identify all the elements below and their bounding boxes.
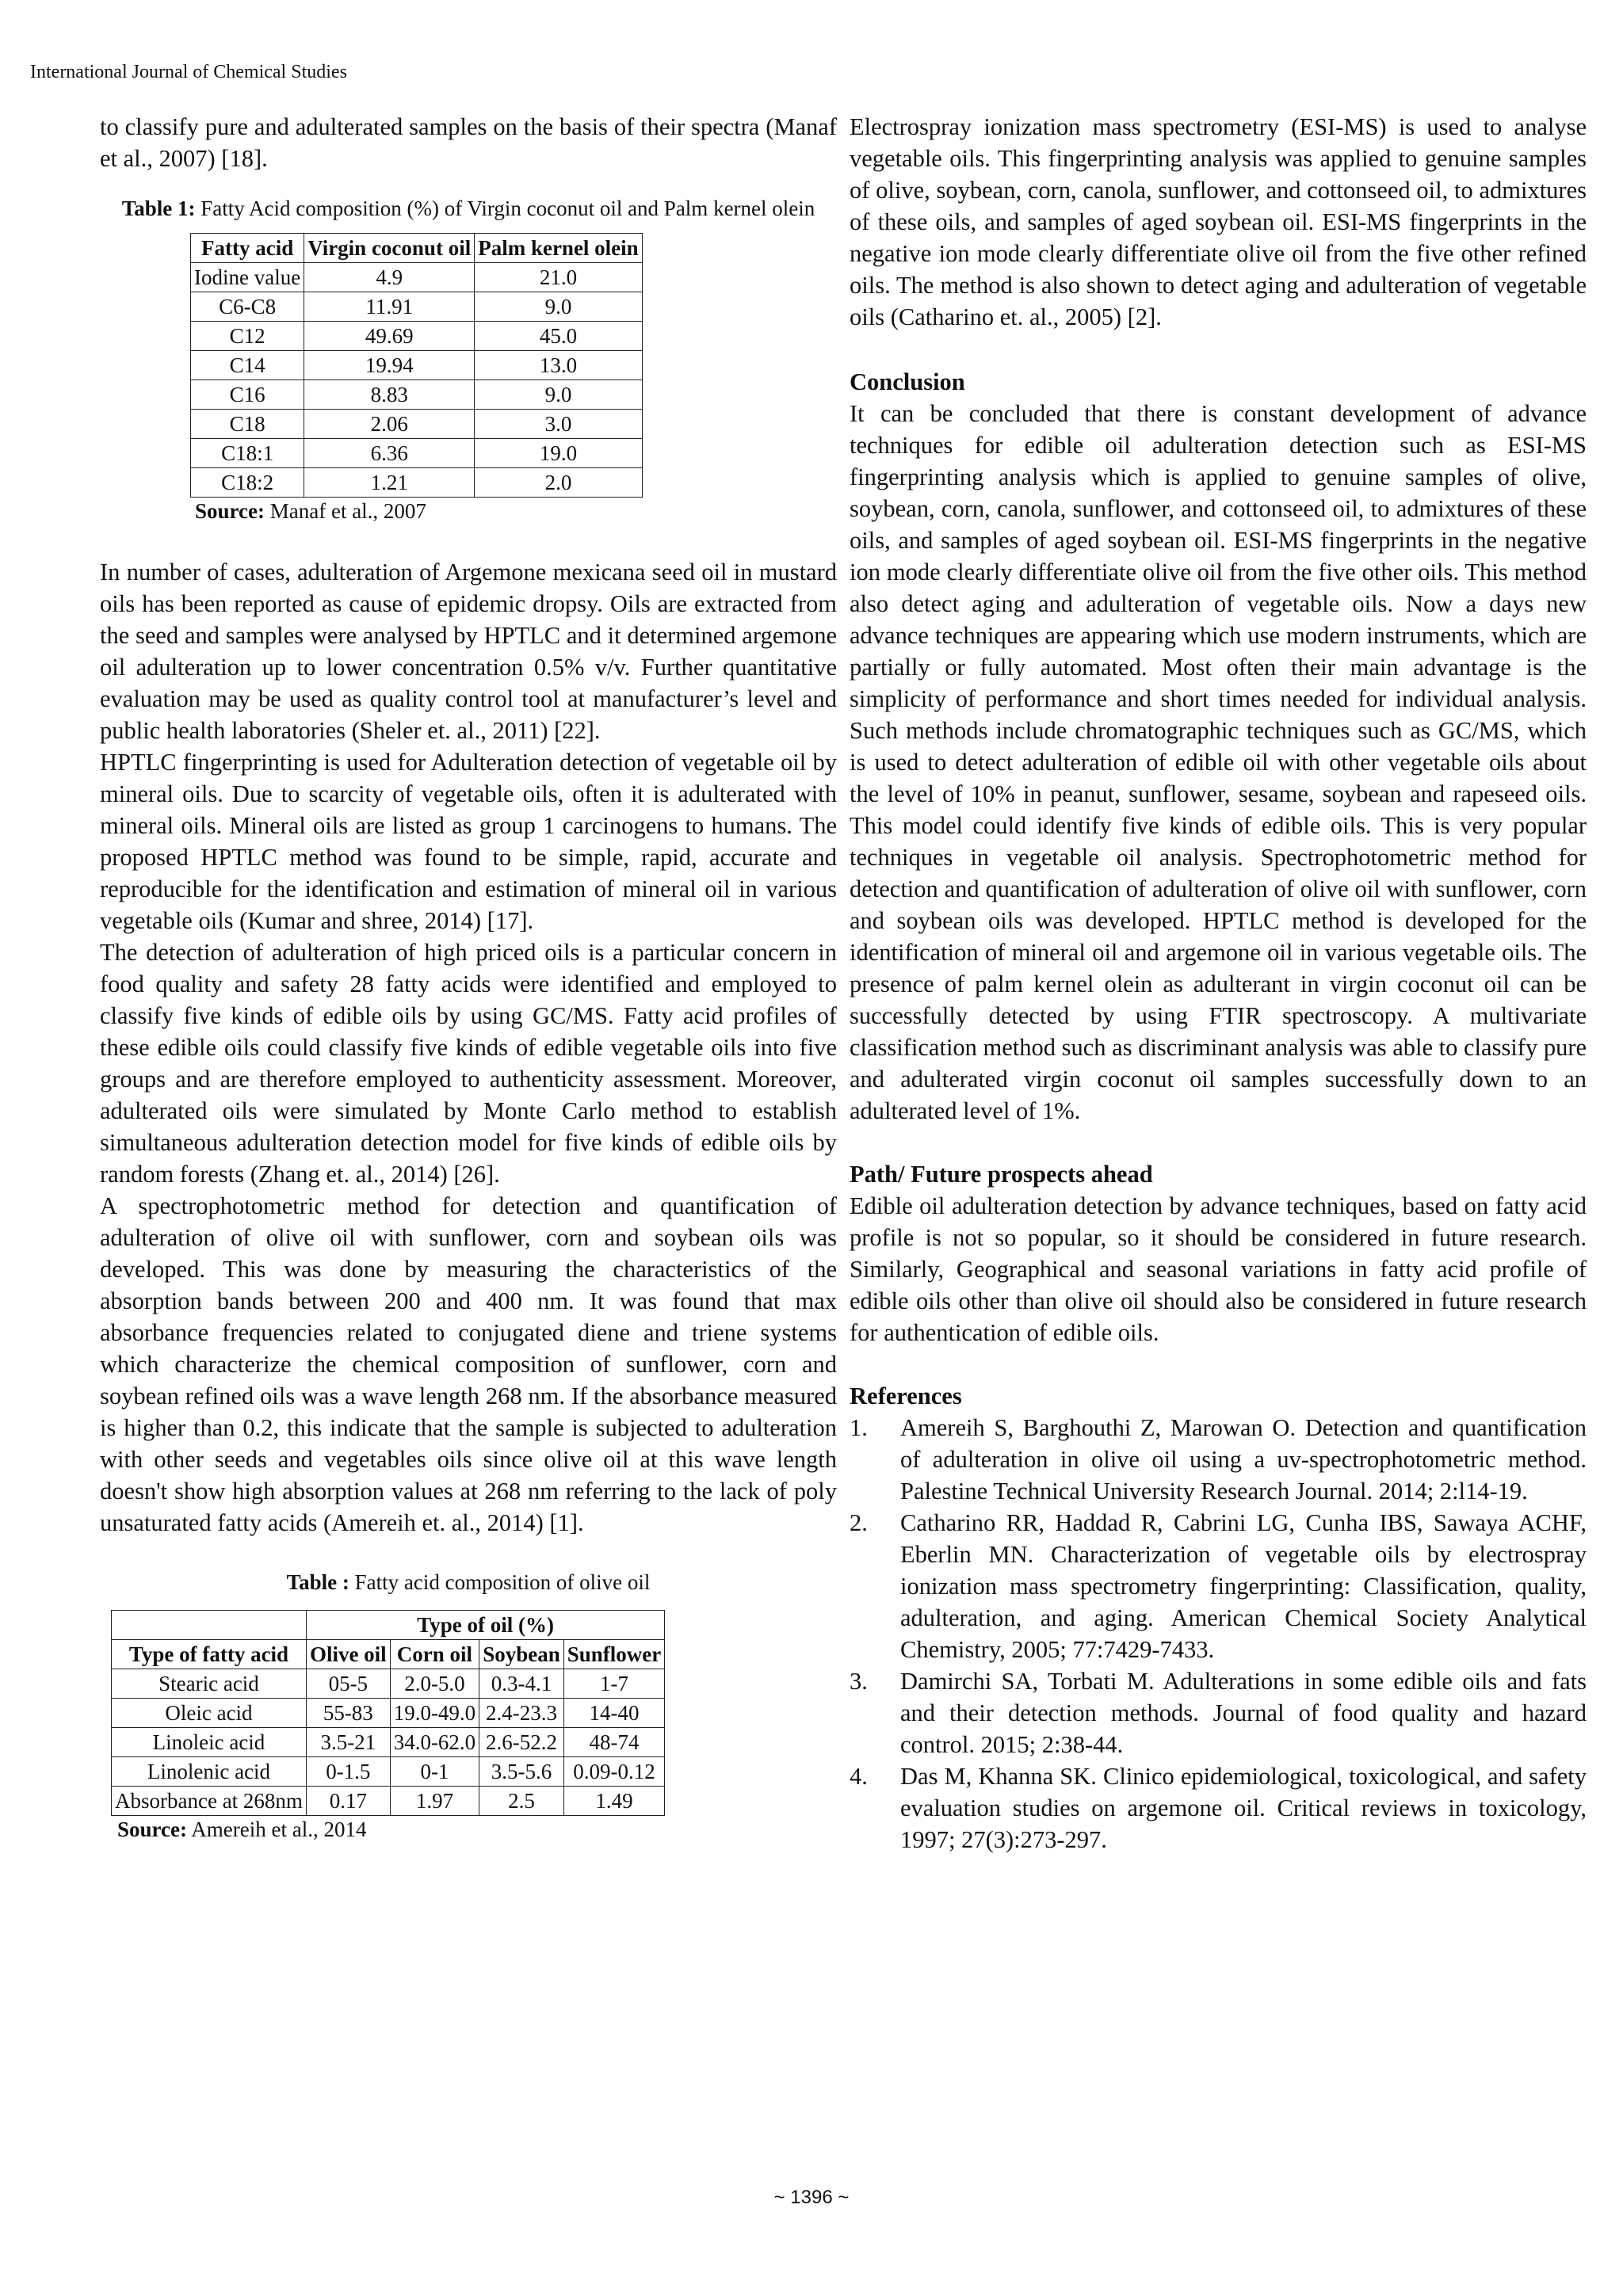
table1-cell: 49.69 [304, 322, 475, 351]
table2-cell: 05-5 [306, 1669, 390, 1699]
table2-cell: 0.09-0.12 [563, 1757, 665, 1787]
table1-header-cell: Virgin coconut oil [304, 234, 475, 263]
table1-cell: C18 [191, 410, 304, 439]
table2-source [117, 1816, 837, 1843]
table1-row [191, 468, 643, 498]
table2-header-cell: Soybean [479, 1640, 564, 1669]
paragraph-conclusion: It can be concluded that there is constant development of advance techniques for edible oil adulteration detection such as ESI-MS fingerprinting analysis which is applied to genuine samples of olive, soybean, corn, canola, sunflower, and cottonseed oil, to admixtures of these oils, and samples of aged soybean oil. ESI-MS fingerprints in the negative ion mode clearly differentiate olive oil from the five other oils. This method also detect aging and adulteration of vegetable oils. Now a days new advance techniques are appearing which use modern instruments, which are partially or fully automated. Most often their main advantage is the simplicity of performance and short times needed for individual analysis. Such methods include chromatographic techniques such as GC/MS, which is used to detect adulteration of edible oil with other vegetable oils about the level of 10% in peanut, sunflower, sesame, soybean and rapeseed oils. This model could identify five kinds of edible oils. This is very popular techniques in vegetable oil analysis. Spectrophotometric method for detection and quantification of adulteration of olive oil with sunflower, corn and soybean oils was developed. HPTLC method is developed for the identification of mineral oil and argemone oil in various vegetable oils. The presence of palm kernel olein as adulterant in virgin coconut oil can be successfully detected by using FTIR spectroscopy. A multivariate classification method such as discriminant analysis was able to classify pure and adulterated virgin coconut oil samples successfully down to an adulterated level of 1%. [850, 400, 1587, 1124]
left-column [100, 111, 837, 1843]
table1-row [191, 322, 643, 351]
table2-cell: 1.49 [563, 1787, 665, 1816]
table2-cell: Absorbance at 268nm [112, 1787, 307, 1816]
table1-cell: 11.91 [304, 292, 475, 322]
table1-cell: 2.06 [304, 410, 475, 439]
table1-row [191, 292, 643, 322]
table2-source-label: Source: [117, 1817, 187, 1841]
table1-cell: 6.36 [304, 439, 475, 468]
table2-cell: Linoleic acid [112, 1728, 307, 1757]
table2-row [112, 1757, 665, 1787]
paragraph-esi-ms: Electrospray ionization mass spectrometry (ESI-MS) is used to analyse vegetable oils. This fingerprinting analysis was applied to genuine samples of olive, soybean, corn, canola, sunflower, and cottonseed oil, to admixtures of these oils, and samples of aged soybean oil. ESI-MS fingerprints in the negative ion mode clearly differentiate olive oil from the five other refined oils. The method is also shown to detect aging and adulteration of vegetable oils (Catharino et. al., 2005) [2]. [850, 113, 1587, 330]
table1-row [191, 380, 643, 410]
conclusion-heading: Conclusion [850, 368, 965, 395]
paragraph-spectrophotometric: A spectrophotometric method for detection and quantification of adulteration of olive oil with sunflower, corn and soybean oils was developed. This was done by measuring the characteristics of the absorption bands between 200 and 400 nm. It was found that max absorbance frequencies related to conjugated diene and triene systems which characterize the chemical composition of sunflower, corn and soybean refined oils was a wave length 268 nm. If the absorbance measured is higher than 0.2, this indicate that the sample is subjected to adulteration with other seeds and vegetables oils since olive oil at this wave length doesn't show high absorption values at 268 nm referring to the lack of poly unsaturated fatty acids (Amereih et. al., 2014) [1]. [100, 1192, 837, 1536]
table2-cell: 3.5-21 [306, 1728, 390, 1757]
table2-cell: 3.5-5.6 [479, 1757, 564, 1787]
table2-row [112, 1699, 665, 1728]
table2-caption [100, 1569, 837, 1596]
references-heading: References [850, 1383, 962, 1409]
table1-cell: 4.9 [304, 263, 475, 292]
table1-source-label: Source: [195, 499, 265, 523]
table1-cell: C6-C8 [191, 292, 304, 322]
table2-row [112, 1669, 665, 1699]
table1-caption-label: Table 1: [121, 196, 196, 220]
table1-fatty-acid-coconut [190, 233, 643, 498]
table1-cell: Iodine value [191, 263, 304, 292]
journal-header: International Journal of Chemical Studies [30, 62, 347, 82]
references-list [850, 1412, 1587, 1855]
table2-row [112, 1787, 665, 1816]
table2-header-cell: Corn oil [390, 1640, 479, 1669]
table1-cell: 8.83 [304, 380, 475, 410]
table1-cell: 21.0 [475, 263, 642, 292]
table2-cell: 2.6-52.2 [479, 1728, 564, 1757]
table2-cell: Linolenic acid [112, 1757, 307, 1787]
table1-source-text: Manaf et al., 2007 [269, 499, 426, 523]
table1-cell: C18:2 [191, 468, 304, 498]
table1-cell: C12 [191, 322, 304, 351]
table1-cell: C14 [191, 351, 304, 380]
table2-header-cell: Type of fatty acid [112, 1640, 307, 1669]
table2-source-text: Amereih et al., 2014 [191, 1817, 367, 1841]
reference-text: Amereih S, Barghouthi Z, Marowan O. Detection and quantification of adulteration in olive oil using a uv-spectrophotometric method. Palestine Technical University Research Journal. 2014; 2:l14-19. [900, 1414, 1587, 1505]
table2-cell: 1-7 [563, 1669, 665, 1699]
reference-number: 1. [850, 1414, 868, 1441]
paragraph-gcms: The detection of adulteration of high priced oils is a particular concern in food quality and safety 28 fatty acids were identified and employed to classify five kinds of edible oils by using GC/MS. Fatty acid profiles of these edible oils could classify five kinds of edible vegetable oils into five groups and are therefore employed to authenticity assessment. Moreover, adulterated oils were simulated by Monte Carlo method to establish simultaneous adulteration detection model for five kinds of edible oils by random forests (Zhang et. al., 2014) [26]. [100, 939, 837, 1188]
table2-cell: 34.0-62.0 [390, 1728, 479, 1757]
table1-cell: 19.94 [304, 351, 475, 380]
table2-cell: 0-1 [390, 1757, 479, 1787]
table1-cell: 2.0 [475, 468, 642, 498]
table1-cell: 45.0 [475, 322, 642, 351]
paragraph-hptlc: HPTLC fingerprinting is used for Adulteration detection of vegetable oil by mineral oils. Due to scarcity of vegetable oils, often it is adulterated with mineral oils. Mineral oils are listed as group 1 carcinogens to humans. The proposed HPTLC method was found to be simple, rapid, accurate and reproducible for the identification and estimation of mineral oil in various vegetable oils (Kumar and shree, 2014) [17]. [100, 749, 837, 934]
table2-row [112, 1728, 665, 1757]
table1-cell: 9.0 [475, 380, 642, 410]
table1-cell: 3.0 [475, 410, 642, 439]
table2-cell: 48-74 [563, 1728, 665, 1757]
table1-header-cell: Fatty acid [191, 234, 304, 263]
table1-cell: 9.0 [475, 292, 642, 322]
table2-cell: 2.4-23.3 [479, 1699, 564, 1728]
right-column [850, 111, 1587, 1855]
table2-group-header: Type of oil (%) [306, 1611, 664, 1640]
page-number: ~ 1396 ~ [773, 2187, 850, 2208]
future-prospects-heading: Path/ Future prospects ahead [850, 1161, 1153, 1188]
table1-caption [100, 195, 837, 222]
reference-text: Das M, Khanna SK. Clinico epidemiological, toxicological, and safety evaluation studies on argemone oil. Critical reviews in toxicology, 1997; 27(3):273-297. [900, 1763, 1587, 1853]
paragraph-argemone: In number of cases, adulteration of Argemone mexicana seed oil in mustard oils has been reported as cause of epidemic dropsy. Oils are extracted from the seed and samples were analysed by HPTLC and it determined argemone oil adulteration up to lower concentration 0.5% v/v. Further quantitative evaluation may be used as quality control tool at manufacturer’s level and public health laboratories (Sheler et. al., 2011) [22]. [100, 559, 837, 744]
reference-item [850, 1507, 1587, 1665]
paragraph-intro: to classify pure and adulterated samples on the basis of their spectra (Manaf et al., 2007) [18]. [100, 113, 837, 172]
reference-text: Catharino RR, Haddad R, Cabrini LG, Cunha IBS, Sawaya ACHF, Eberlin MN. Characterization of vegetable oils by electrospray ionization mass spectrometry fingerprinting: Classification, quality, adulteration, and aging. American Chemical Society Analytical Chemistry, 2005; 77:7429-7433. [900, 1509, 1587, 1663]
table2-header-cell: Sunflower [563, 1640, 665, 1669]
table2-caption-text: Fatty acid composition of olive oil [354, 1570, 651, 1594]
table2-cell: 2.5 [479, 1787, 564, 1816]
table2-caption-label: Table : [286, 1570, 349, 1594]
table1-cell: C16 [191, 380, 304, 410]
table2-cell: 14-40 [563, 1699, 665, 1728]
table2-cell: 0.3-4.1 [479, 1669, 564, 1699]
table1-cell: 19.0 [475, 439, 642, 468]
table2-cell: 2.0-5.0 [390, 1669, 479, 1699]
table2-cell: 1.97 [390, 1787, 479, 1816]
table2-cell: Stearic acid [112, 1669, 307, 1699]
table1-cell: C18:1 [191, 439, 304, 468]
table2-header-cell: Olive oil [306, 1640, 390, 1669]
reference-number: 3. [850, 1668, 868, 1695]
table1-caption-text: Fatty Acid composition (%) of Virgin coconut oil and Palm kernel olein [200, 196, 815, 220]
table1-row [191, 263, 643, 292]
table1-cell: 1.21 [304, 468, 475, 498]
table1-row [191, 439, 643, 468]
table2-cell: 0-1.5 [306, 1757, 390, 1787]
reference-number: 2. [850, 1509, 868, 1536]
table2-cell: 0.17 [306, 1787, 390, 1816]
reference-item [850, 1665, 1587, 1760]
reference-item [850, 1412, 1587, 1507]
table1-header-cell: Palm kernel olein [475, 234, 642, 263]
table2-cell: 19.0-49.0 [390, 1699, 479, 1728]
table1-row [191, 351, 643, 380]
table2-cell: 55-83 [306, 1699, 390, 1728]
table1-row [191, 410, 643, 439]
reference-number: 4. [850, 1763, 868, 1790]
reference-text: Damirchi SA, Torbati M. Adulterations in some edible oils and fats and their detection methods. Journal of food quality and hazard control. 2015; 2:38-44. [900, 1668, 1587, 1758]
table1-source [195, 498, 837, 524]
table2-cell: Oleic acid [112, 1699, 307, 1728]
table2-olive-oil-composition [111, 1610, 665, 1816]
paragraph-future-prospects: Edible oil adulteration detection by advance techniques, based on fatty acid profile is not so popular, so it should be considered in future research. Similarly, Geographical and seasonal variations in fatty acid profile of edible oils other than olive oil should also be considered in future research for authentication of edible oils. [850, 1192, 1587, 1346]
table1-cell: 13.0 [475, 351, 642, 380]
reference-item [850, 1760, 1587, 1855]
